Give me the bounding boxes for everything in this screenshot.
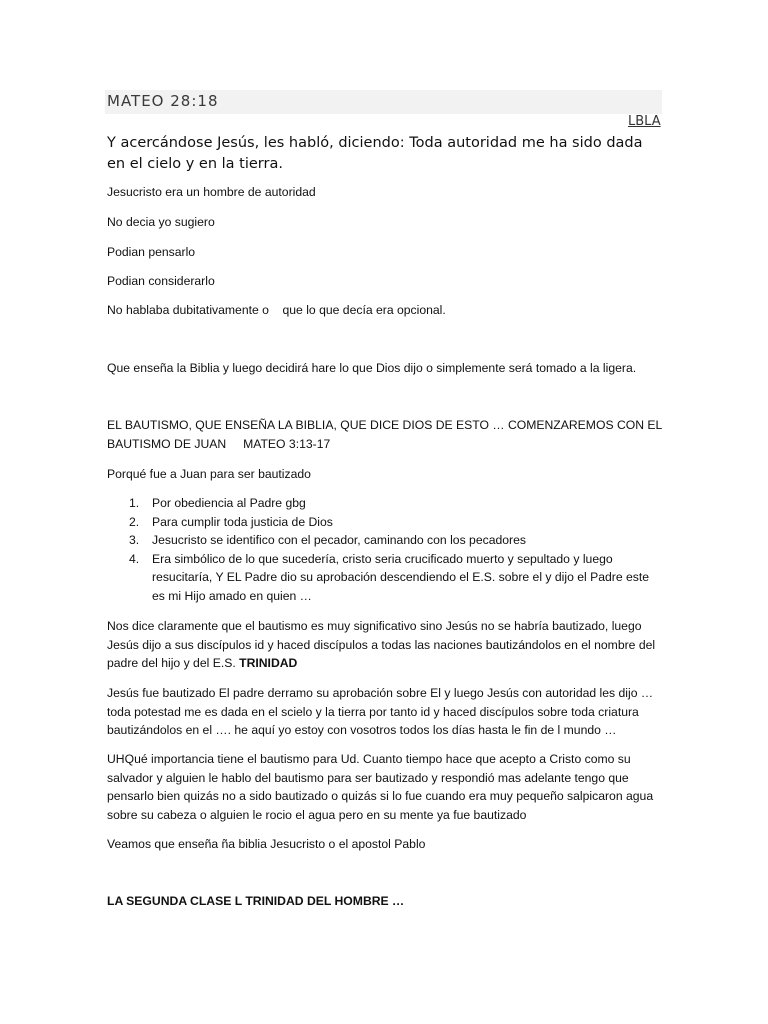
emphasis-text: TRINIDAD xyxy=(239,656,298,670)
text-line: No decia yo sugiero xyxy=(107,215,215,229)
closing-heading: LA SEGUNDA CLASE L TRINIDAD DEL HOMBRE … xyxy=(107,894,405,908)
paragraph: Veamos que enseña ña biblia Jesucristo o el apostol Pablo xyxy=(107,837,426,851)
list-text: Por obediencia al Padre gbg xyxy=(152,496,306,510)
list-number: 1. xyxy=(129,496,140,510)
bible-version-link[interactable]: LBLA xyxy=(628,114,661,129)
paragraph-text: Nos dice claramente que el bautismo es muy significativo sino Jesús no se habría bautizado, luego Jesús dijo a sus discípulos id y haced discípulos a todas las naciones bautizándolos en el nombre del padre del hijo y del E.S. xyxy=(107,619,656,670)
page-title: MATEO 28:18 xyxy=(107,92,219,110)
paragraph: UHQué importancia tiene el bautismo para Ud. Cuanto tiempo hace que acepto a Cristo como su salvador y alguien le hablo del bautismo para ser bautizado y respondió mas adelante tengo que pensarlo bien quizás no a sido bautizado o quizás si lo fue cuando era muy pequeño salpicaron agua sobre su cabeza o alguien le rocio el agua pero en su mente ya fue bautizado xyxy=(107,752,654,822)
paragraph: Jesús fue bautizado El padre derramo su aprobación sobre El y luego Jesús con autoridad les dijo … toda potestad me es dada en el scielo y la tierra por tanto id y haced discípulos sobre toda criatura bautizándolos en el …. he aquí yo estoy con vosotros todos los días hasta le fin de l mundo … xyxy=(107,686,654,737)
section-heading: EL BAUTISMO, QUE ENSEÑA LA BIBLIA, QUE DICE DIOS DE ESTO … COMENZAREMOS CON EL BAUTISMO DE JUAN MATEO 3:13-17 xyxy=(107,418,666,451)
text-line: Podian pensarlo xyxy=(107,245,196,259)
list-number: 3. xyxy=(129,533,140,547)
list-text: Para cumplir toda justicia de Dios xyxy=(152,514,333,529)
list-item xyxy=(107,531,662,550)
paragraph: Que enseña la Biblia y luego decidirá hare lo que Dios dijo o simplemente será tomado a la ligera. xyxy=(107,361,637,375)
list-number: 4. xyxy=(129,551,140,566)
list-text: Jesucristo se identifico con el pecador, caminando con los pecadores xyxy=(152,533,526,547)
list-text: Era simbólico de lo que sucedería, cristo seria crucificado muerto y sepultado y luego resucitaría, Y EL Padre dio su aprobación descendiendo el E.S. sobre el y dijo el Padre este es mi Hijo amado en quien … xyxy=(152,551,650,603)
scripture-verse: Y acercándose Jesús, les habló, diciendo: Toda autoridad me ha sido dada en el cielo y en la tierra. xyxy=(107,135,643,172)
text-line: No hablaba dubitativamente o que lo que decía era opcional. xyxy=(107,303,446,317)
question-line: Porqué fue a Juan para ser bautizado xyxy=(107,467,311,481)
reasons-list xyxy=(107,494,662,605)
list-item xyxy=(107,494,662,513)
list-item xyxy=(107,550,662,606)
text-line: Jesucristo era un hombre de autoridad xyxy=(107,185,316,199)
paragraph xyxy=(107,617,662,673)
text-line: Podian considerarlo xyxy=(107,274,215,288)
list-item xyxy=(107,513,662,532)
list-number: 2. xyxy=(129,514,140,529)
